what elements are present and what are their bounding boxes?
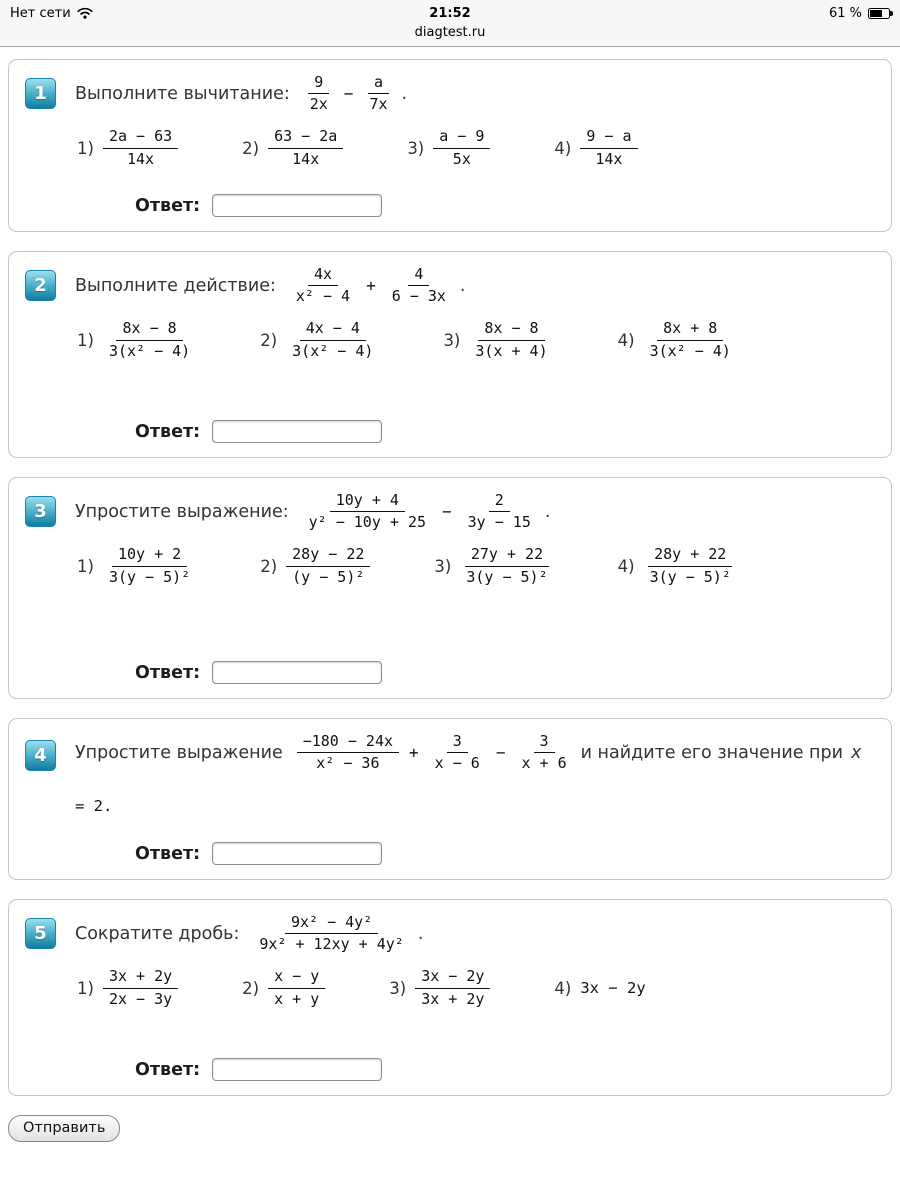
option-label: 1)	[77, 138, 94, 158]
fraction-denominator: 3(x² − 4)	[108, 341, 191, 360]
option-label: 1)	[77, 556, 94, 576]
expression-variable: x	[850, 742, 862, 763]
option-label: 4)	[554, 978, 572, 998]
fraction-numerator: 4x − 4	[300, 319, 366, 340]
option-fraction	[286, 545, 370, 586]
option-label: 3)	[443, 330, 461, 350]
fraction-numerator: 3	[534, 732, 555, 753]
question-card-5	[8, 899, 892, 1096]
option-2	[260, 545, 370, 586]
fraction-numerator: 28y + 22	[648, 545, 732, 566]
option-fraction	[433, 127, 490, 168]
operator: −	[442, 502, 452, 522]
option-label: 3)	[434, 556, 452, 576]
options-row	[77, 127, 875, 168]
question-number-badge: 1	[25, 78, 56, 109]
answer-label: Ответ:	[135, 662, 201, 683]
option-3	[443, 319, 553, 360]
fraction-denominator: 3(y − 5)²	[649, 567, 731, 586]
answer-label: Ответ:	[135, 843, 201, 864]
answer-row	[135, 407, 875, 443]
fraction-numerator: 9x² − 4y²	[285, 913, 378, 934]
fraction-numerator: 28y − 22	[286, 545, 370, 566]
fraction-denominator: 3(x² − 4)	[292, 341, 374, 360]
option-3	[389, 967, 490, 1008]
answer-row	[135, 829, 875, 865]
fraction-numerator: 3x + 2y	[103, 967, 178, 988]
expression-fraction-1	[303, 491, 432, 532]
option-label: 3)	[407, 138, 425, 158]
fraction-denominator: 3(y − 5)²	[466, 567, 548, 586]
fraction-denominator: 14x	[595, 149, 623, 168]
option-2	[260, 319, 379, 360]
question-row	[25, 73, 875, 114]
option-fraction	[644, 545, 737, 586]
status-bar	[0, 3, 900, 23]
fraction-numerator: 4x	[308, 265, 338, 286]
submit-button[interactable]: Отправить	[8, 1115, 120, 1142]
operator: −	[343, 84, 354, 104]
option-3	[434, 545, 553, 586]
question-number-badge: 3	[25, 496, 56, 527]
fraction-denominator: x − 6	[434, 754, 480, 773]
option-label: 2)	[242, 978, 260, 998]
answer-input-q4[interactable]	[212, 842, 382, 865]
fraction-denominator: 3(x² − 4)	[649, 341, 731, 360]
expression-fraction-1	[290, 265, 356, 306]
fraction-numerator: 63 − 2a	[268, 127, 343, 148]
question-prompt	[75, 73, 407, 114]
expression-fraction-2	[429, 732, 486, 773]
option-fraction	[415, 967, 490, 1008]
question-card-2	[8, 251, 892, 458]
fraction-denominator: 3(y − 5)²	[108, 567, 191, 586]
option-2	[242, 127, 343, 168]
option-fraction	[286, 319, 379, 360]
fraction-denominator: (y − 5)²	[292, 567, 365, 586]
option-1	[77, 127, 178, 168]
fraction-denominator: 3x + 2y	[421, 989, 485, 1008]
fraction-denominator: 6 − 3x	[391, 287, 446, 306]
expression-fraction-2	[363, 73, 393, 114]
operator: +	[366, 276, 376, 296]
option-4	[618, 545, 737, 586]
question-row	[25, 732, 875, 815]
prompt-text: Выполните вычитание:	[75, 83, 290, 104]
option-fraction	[103, 967, 178, 1008]
fraction-numerator: 8x − 8	[116, 319, 182, 340]
question-row	[25, 491, 875, 532]
status-right	[720, 6, 890, 21]
question-prompt	[75, 732, 875, 815]
answer-row	[135, 648, 875, 684]
expression-fraction-2	[386, 265, 452, 306]
fraction-numerator: 2	[489, 491, 510, 512]
fraction-numerator: 8x + 8	[657, 319, 723, 340]
fraction-denominator: x + y	[274, 989, 320, 1008]
answer-row	[135, 181, 875, 217]
question-row	[25, 265, 875, 306]
option-label: 2)	[260, 556, 278, 576]
question-number-badge: 2	[25, 270, 56, 301]
fraction-denominator: x² − 4	[295, 287, 351, 306]
question-card-1	[8, 59, 892, 232]
fraction-denominator: 7x	[369, 95, 388, 114]
answer-input-q2[interactable]	[212, 420, 382, 443]
fraction-denominator: x² − 36	[316, 754, 380, 773]
option-label: 4)	[617, 556, 635, 576]
option-4	[554, 979, 645, 998]
expression-line2: = 2.	[75, 797, 113, 816]
option-fraction	[644, 319, 737, 360]
option-fraction	[268, 967, 325, 1008]
option-expression: 3x − 2y	[580, 979, 646, 998]
option-fraction	[469, 319, 553, 360]
option-4	[618, 319, 737, 360]
option-fraction	[460, 545, 553, 586]
option-1	[77, 967, 178, 1008]
option-label: 1)	[77, 978, 94, 998]
option-3	[407, 127, 490, 168]
expression-fraction-1	[304, 73, 334, 114]
fraction-denominator: 2x	[309, 95, 328, 114]
option-fraction	[103, 319, 196, 360]
fraction-denominator: 2x − 3y	[108, 989, 173, 1008]
browser-top-bar	[0, 0, 900, 47]
operator: +	[409, 743, 419, 763]
option-fraction	[580, 127, 637, 168]
fraction-denominator: y² − 10y + 25	[308, 513, 427, 532]
option-2	[242, 967, 325, 1008]
battery-percent-label: 61 %	[828, 5, 862, 21]
option-1	[77, 545, 196, 586]
answer-label: Ответ:	[135, 195, 201, 216]
expression-period: .	[459, 275, 466, 296]
fraction-denominator: 5x	[452, 149, 471, 168]
question-row	[25, 913, 875, 954]
prompt-text: Выполните действие:	[75, 275, 276, 296]
fraction-numerator: 4	[408, 265, 429, 286]
wifi-icon	[77, 7, 93, 19]
operator: −	[495, 743, 506, 763]
fraction-denominator: 14x	[127, 149, 155, 168]
answer-label: Ответ:	[135, 421, 201, 442]
option-1	[77, 319, 196, 360]
question-card-4	[8, 718, 892, 880]
fraction-numerator: a	[368, 73, 389, 94]
question-number-badge: 5	[25, 918, 56, 949]
option-fraction	[103, 545, 196, 586]
option-4	[554, 127, 637, 168]
clock: 21:52	[429, 5, 471, 21]
expression-fraction-3	[515, 732, 572, 773]
fraction-denominator: 3(x + 4)	[475, 341, 548, 360]
expression-period: .	[417, 923, 424, 944]
expression-tail-text: и найдите его значение при	[580, 742, 843, 763]
options-row	[77, 319, 875, 360]
fraction-numerator: 2a − 63	[103, 127, 178, 148]
prompt-text: Упростите выражение	[75, 742, 283, 763]
fraction-numerator: 3x − 2y	[415, 967, 490, 988]
fraction-numerator: 9 − a	[580, 127, 637, 148]
fraction-numerator: a − 9	[433, 127, 490, 148]
fraction-numerator: 10y + 4	[330, 491, 405, 512]
fraction-denominator: 14x	[292, 149, 320, 168]
question-prompt	[75, 491, 550, 532]
option-label: 2)	[242, 138, 260, 158]
fraction-denominator: 9x² + 12xy + 4y²	[259, 935, 404, 954]
option-label: 4)	[554, 138, 572, 158]
answer-label: Ответ:	[135, 1059, 201, 1080]
option-label: 3)	[389, 978, 407, 998]
prompt-text: Сократите дробь:	[75, 923, 240, 944]
option-label: 2)	[260, 330, 278, 350]
answer-input-q3[interactable]	[212, 661, 382, 684]
browser-title[interactable]: diagtest.ru	[414, 25, 486, 40]
status-left	[10, 6, 180, 21]
battery-fill	[870, 10, 882, 17]
option-label: 4)	[617, 330, 635, 350]
fraction-numerator: −180 − 24x	[297, 732, 399, 753]
fraction-numerator: 3	[447, 732, 468, 753]
answer-input-q5[interactable]	[212, 1058, 382, 1081]
fraction-denominator: 3y − 15	[467, 513, 531, 532]
fraction-denominator: x + 6	[521, 754, 567, 773]
fraction-numerator: 27y + 22	[465, 545, 549, 566]
options-row	[77, 967, 875, 1008]
fraction-numerator: x − y	[268, 967, 325, 988]
battery-icon	[868, 8, 890, 19]
option-label: 1)	[77, 330, 94, 350]
answer-row	[135, 1045, 875, 1081]
quiz-page	[0, 47, 900, 1142]
option-fraction	[103, 127, 178, 168]
prompt-text: Упростите выражение:	[75, 501, 289, 522]
carrier-label: Нет сети	[10, 5, 71, 21]
expression-fraction-1	[297, 732, 399, 773]
expression-fraction-1	[253, 913, 410, 954]
expression-period: .	[401, 83, 408, 104]
question-prompt	[75, 265, 466, 306]
option-fraction	[268, 127, 343, 168]
fraction-numerator: 9	[308, 73, 329, 94]
expression-fraction-2	[462, 491, 537, 532]
question-number-badge: 4	[25, 740, 56, 771]
options-row	[77, 545, 875, 586]
submit-row	[8, 1115, 900, 1142]
question-prompt	[75, 913, 423, 954]
answer-input-q1[interactable]	[212, 194, 382, 217]
question-card-3	[8, 477, 892, 699]
fraction-numerator: 10y + 2	[112, 545, 187, 566]
fraction-numerator: 8x − 8	[478, 319, 544, 340]
expression-period: .	[544, 501, 551, 522]
